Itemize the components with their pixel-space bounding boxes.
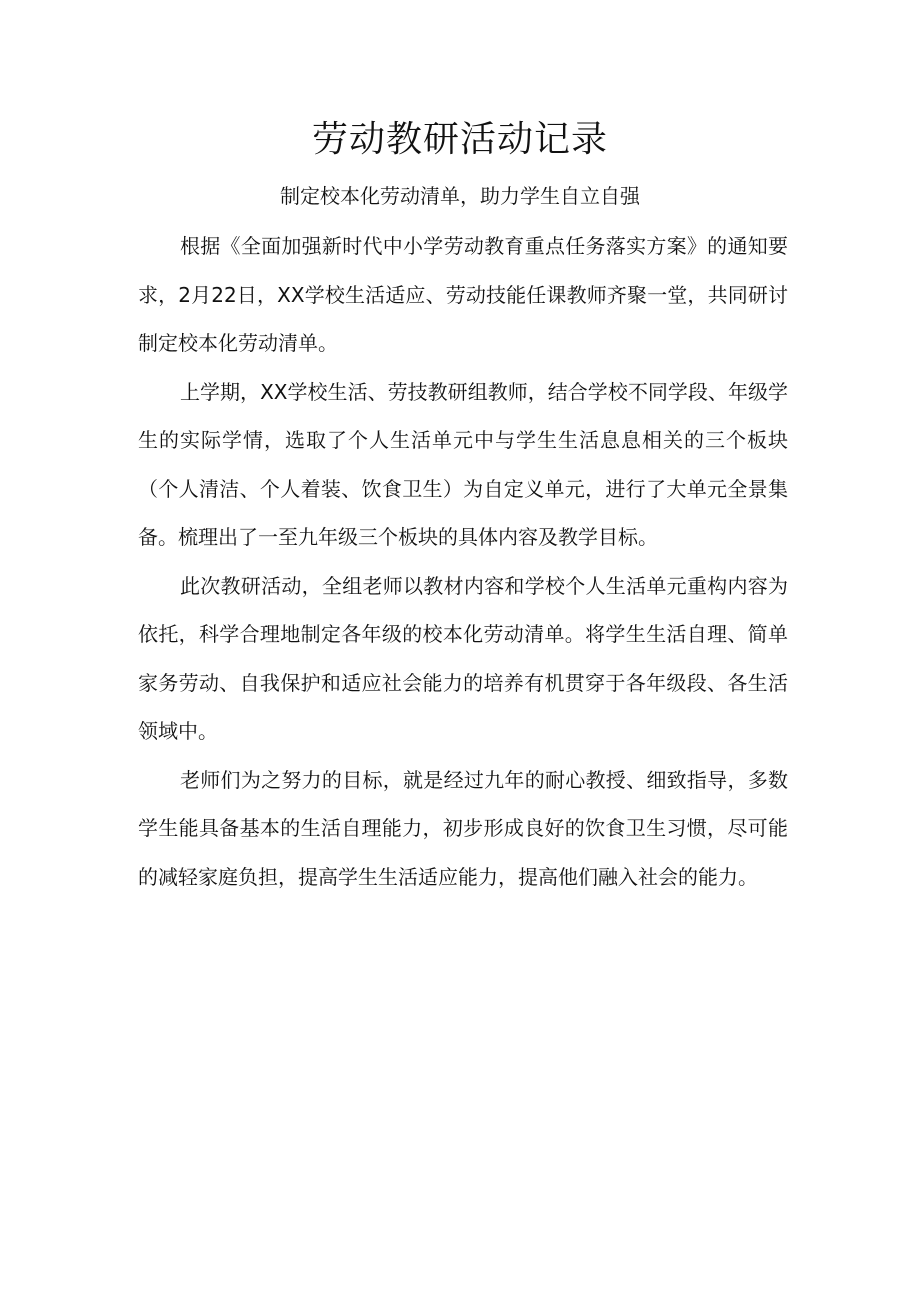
document-subtitle: 制定校本化劳动清单，助力学生自立自强	[280, 184, 640, 208]
paragraph-1: 根据《全面加强新时代中小学劳动教育重点任务落实方案》的通知要求，2月22日，XX学校生活适应、劳动技能任课教师齐聚一堂，共同研讨制定校本化劳动清单。	[138, 234, 788, 355]
paragraph-4: 老师们为之努力的目标，就是经过九年的耐心教授、细致指导，多数学生能具备基本的生活自理能力，初步形成良好的饮食卫生习惯，尽可能的减轻家庭负担，提高学生生活适应能力，提高他们融入社会的能力。	[138, 767, 788, 889]
paragraph-2: 上学期，XX学校生活、劳技教研组教师，结合学校不同学段、年级学生的实际学情，选取了个人生活单元中与学生生活息息相关的三个板块（个人清洁、个人着装、饮食卫生）为自定义单元，进行了大单元全景集备。梳理出了一至九年级三个板块的具体内容及教学目标。	[138, 379, 788, 549]
document-title: 劳动教研活动记录	[311, 119, 608, 160]
document-body	[138, 222, 788, 901]
paragraph-3: 此次教研活动，全组老师以教材内容和学校个人生活单元重构内容为依托，科学合理地制定各年级的校本化劳动清单。将学生生活自理、简单家务劳动、自我保护和适应社会能力的培养有机贯穿于各年级段、各生活领域中。	[138, 573, 788, 743]
